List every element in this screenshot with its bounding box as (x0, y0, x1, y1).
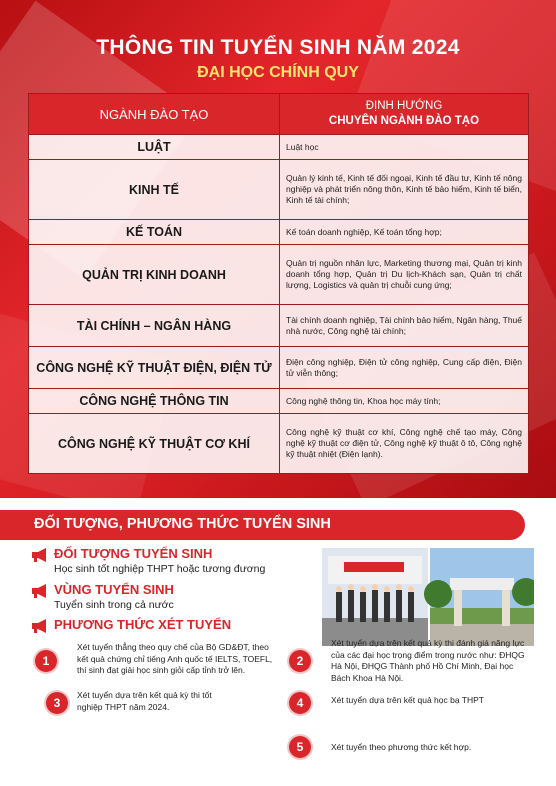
major-name: CÔNG NGHỆ THÔNG TIN (29, 389, 280, 414)
major-specs: Công nghệ thông tin, Khoa học máy tính; (280, 389, 529, 414)
major-specs: Kế toán doanh nghiệp, Kế toán tổng hợp; (280, 220, 529, 245)
major-name: KINH TẾ (29, 160, 280, 220)
campus-photo-image (322, 548, 534, 646)
table-row (29, 245, 529, 305)
section-band (0, 510, 525, 540)
method-heading: PHƯƠNG THỨC XÉT TUYỂN (54, 617, 232, 632)
region-text: Tuyển sinh trong cả nước (54, 599, 174, 611)
major-name: QUẢN TRỊ KINH DOANH (29, 245, 280, 305)
method-number-badge: 1 (35, 650, 57, 672)
major-specs: Tài chính doanh nghiệp, Tài chính bảo hiểm, Ngân hàng, Thuế nhà nước, Công nghệ tài chính; (280, 305, 529, 347)
method-text: Xét tuyển theo phương thức kết hợp. (331, 742, 472, 752)
table-row (29, 347, 529, 389)
major-specs: Quản trị nguồn nhân lực, Marketing thương mại, Quản trị kinh doanh tổng hợp, Quản trị Du lịch-Khách sạn, Quản trị chất lượng, Logistics và quản trị chuỗi cung ứng; (280, 245, 529, 305)
page-subtitle: ĐẠI HỌC CHÍNH QUY (197, 64, 359, 81)
megaphone-icon (30, 583, 50, 599)
col-header-line2: CHUYÊN NGÀNH ĐÀO TẠO (328, 115, 480, 127)
major-name: CÔNG NGHỆ KỸ THUẬT ĐIỆN, ĐIỆN TỬ (29, 347, 280, 389)
major-name: CÔNG NGHỆ KỸ THUẬT CƠ KHÍ (29, 414, 280, 474)
table-row (29, 305, 529, 347)
major-specs: Luật học (280, 135, 529, 160)
major-name: LUẬT (29, 135, 280, 160)
megaphone-icon (30, 547, 50, 563)
table-row (29, 389, 529, 414)
method-text: Xét tuyển thẳng theo quy chế của Bộ GD&ĐT, theo kết quả chứng chỉ tiếng Anh quốc tế IELTS, TOEFL, thí sinh đạt giải học sinh giỏi cấp tỉnh trở lên. (77, 642, 273, 675)
method-number-badge: 2 (289, 650, 311, 672)
table-header-row (29, 94, 529, 135)
page-title: THÔNG TIN TUYỂN SINH NĂM 2024 (96, 36, 460, 59)
major-specs: Quản lý kinh tế, Kinh tế đối ngoại, Kinh tế đầu tư, Kinh tế nông nghiệp và phát triển nông thôn, Kinh tế bảo hiểm, Kinh tế biển, Kinh tế tài chính; (280, 160, 529, 220)
campus-photo (322, 548, 534, 646)
table-row (29, 414, 529, 474)
method-text: Xét tuyển dựa trên kết quả kỳ thi đánh giá năng lực của các đại học trọng điểm trong nước như: ĐHQG Hà Nội, ĐHQG Thành phố Hồ Chí Minh, Đại học Bách Khoa Hà Nội. (331, 638, 525, 683)
table-row (29, 160, 529, 220)
col-header-major: NGÀNH ĐÀO TẠO (29, 94, 280, 135)
program-table (28, 93, 529, 474)
section-title: ĐỐI TƯỢNG, PHƯƠNG THỨC TUYỂN SINH (34, 516, 331, 532)
method-number-badge: 4 (289, 692, 311, 714)
method-number-badge: 3 (46, 692, 68, 714)
major-specs: Công nghệ kỹ thuật cơ khí, Công nghệ chế tạo máy, Công nghệ kỹ thuật cơ điện tử, Công nghệ kỹ thuật ô tô, Công nghệ kỹ thuật nhiệt (Điện lạnh). (280, 414, 529, 474)
table-row (29, 220, 529, 245)
region-heading: VÙNG TUYỂN SINH (54, 582, 174, 597)
table-row (29, 135, 529, 160)
col-header-line1: ĐỊNH HƯỚNG (365, 100, 443, 112)
major-name: TÀI CHÍNH – NGÂN HÀNG (29, 305, 280, 347)
megaphone-icon (30, 618, 50, 634)
method-number-badge: 5 (289, 736, 311, 758)
col-header-specialization (280, 94, 529, 135)
method-text: Xét tuyển dựa trên kết quả học bạ THPT (331, 695, 484, 705)
target-heading: ĐỐI TƯỢNG TUYỂN SINH (54, 546, 213, 561)
target-text: Học sinh tốt nghiệp THPT hoặc tương đương (54, 563, 266, 575)
major-name: KẾ TOÁN (29, 220, 280, 245)
major-specs: Điện công nghiệp, Điện tử công nghiệp, Cung cấp điện, Điện tử viễn thông; (280, 347, 529, 389)
method-text: Xét tuyển dựa trên kết quả kỳ thi tốt nghiệp THPT năm 2024. (77, 690, 212, 712)
